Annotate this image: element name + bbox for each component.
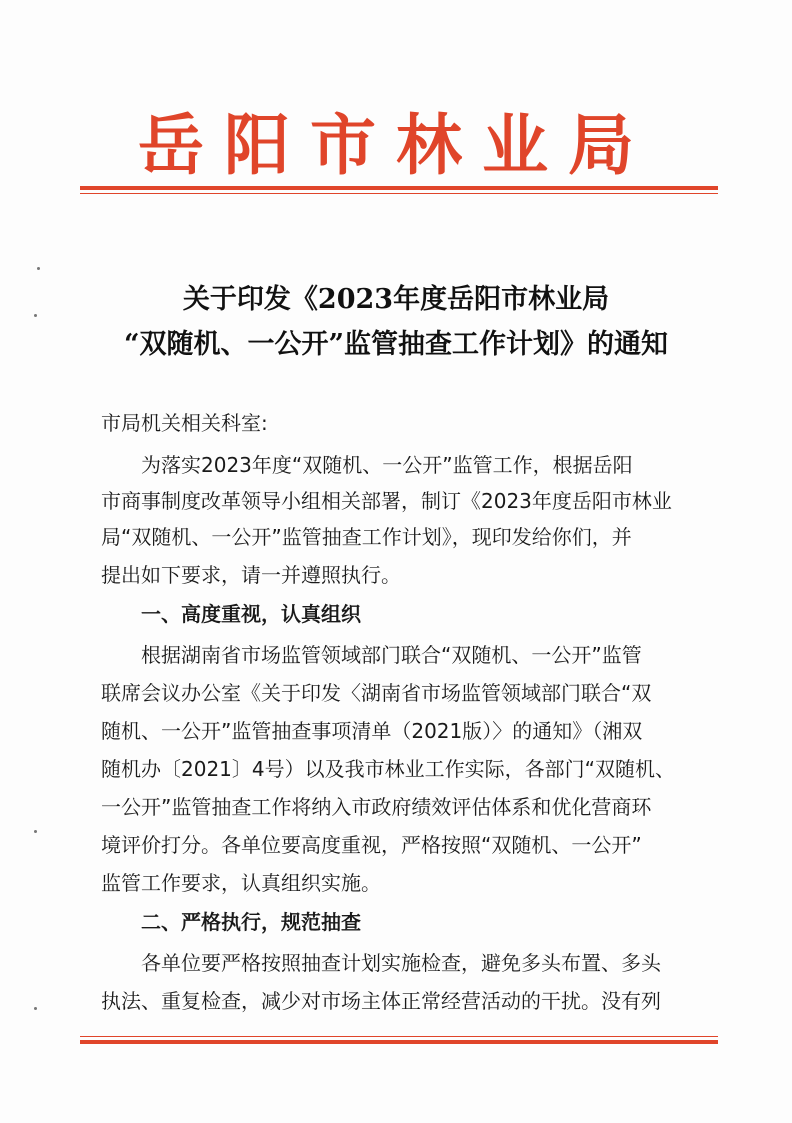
body-line: 监管工作要求，认真组织实施。 xyxy=(101,871,381,895)
body-line: 随机、一公开”监管抽查事项清单（2021版）〉的通知》（湘双 xyxy=(101,719,643,743)
body-line: 随机办〔2021〕4号）以及我市林业工作实际，各部门“双随机、 xyxy=(101,757,675,781)
body-line: 根据湖南省市场监管领域部门联合“双随机、一公开”监管 xyxy=(101,643,642,667)
body-line: 一公开”监管抽查工作将纳入市政府绩效评估体系和优化营商环 xyxy=(101,795,652,819)
letterhead-rule-thin xyxy=(80,193,718,194)
body-line: 为落实2023年度“双随机、一公开”监管工作，根据岳阳 xyxy=(101,453,633,477)
scan-speck xyxy=(34,830,37,833)
letterhead-rule-thick xyxy=(80,186,718,190)
scan-speck xyxy=(34,1007,37,1010)
notice-title-line-2: “双随机、一公开”监管抽查工作计划》的通知 xyxy=(123,329,669,360)
scan-speck xyxy=(37,267,40,270)
section-heading-2: 二、严格执行，规范抽查 xyxy=(101,910,361,934)
body-line: 联席会议办公室《关于印发〈湖南省市场监管领域部门联合“双 xyxy=(101,681,652,705)
body-line: 市商事制度改革领导小组相关部署，制订《2023年度岳阳市林业 xyxy=(101,489,672,513)
footer-rule-thin xyxy=(80,1036,718,1037)
body-line: 执法、重复检查，减少对市场主体正常经营活动的干扰。没有列 xyxy=(101,989,661,1013)
salutation: 市局机关相关科室: xyxy=(101,411,268,435)
letterhead-title: 岳阳市林业局 xyxy=(138,106,654,184)
footer-rule-thick xyxy=(80,1040,718,1044)
section-heading-1: 一、高度重视，认真组织 xyxy=(101,602,361,626)
body-line: 各单位要严格按照抽查计划实施检查，避免多头布置、多头 xyxy=(101,951,661,975)
body-line: 提出如下要求，请一并遵照执行。 xyxy=(101,563,401,587)
notice-title-line-1: 关于印发《2023年度岳阳市林业局 xyxy=(182,284,610,315)
body-line: 局“双随机、一公开”监管抽查工作计划》，现印发给你们，并 xyxy=(101,525,632,549)
body-line: 境评价打分。各单位要高度重视，严格按照“双随机、一公开” xyxy=(101,833,642,857)
